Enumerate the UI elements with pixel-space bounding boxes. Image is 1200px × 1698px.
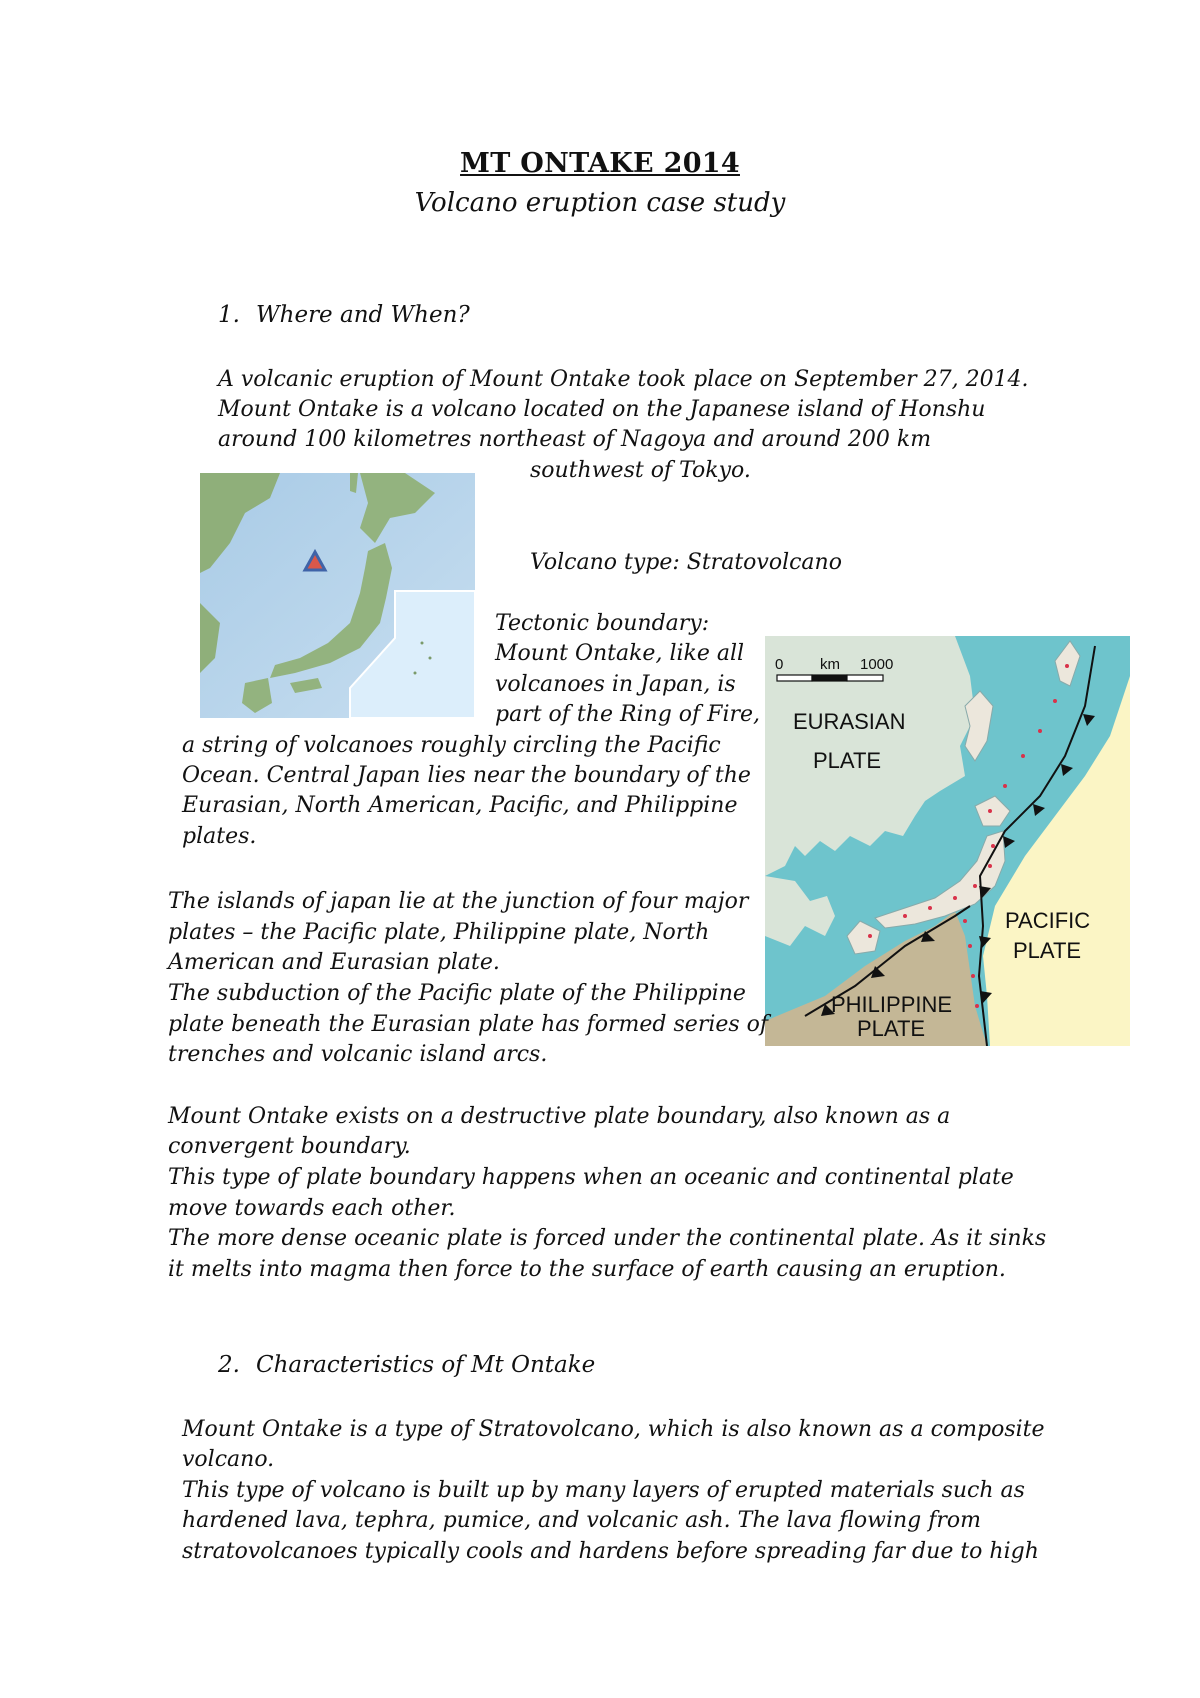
boundary-line: The more dense oceanic plate is forced under the continental plate. As it sinks [168, 1226, 1047, 1251]
section-1-heading-text: Where and When? [256, 302, 470, 328]
tectonic-line: a string of volcanoes roughly circling the Pacific [182, 733, 721, 758]
scale-unit-label: km [820, 656, 840, 673]
characteristics-line: stratovolcanoes typically cools and hardens before spreading far due to high [182, 1539, 1039, 1564]
boundary-line: move towards each other. [168, 1196, 456, 1221]
boundary-line: it melts into magma then force to the surface of earth causing an eruption. [168, 1257, 1006, 1282]
scale-end-label: 1000 [860, 656, 894, 673]
philippine-label-1: PHILIPPINE [831, 992, 953, 1017]
intro-line: around 100 kilometres northeast of Nagoya and around 200 km [218, 427, 932, 452]
tectonic-line: Mount Ontake, like all [495, 641, 745, 666]
tectonic-line: Ocean. Central Japan lies near the boundary of the [182, 763, 751, 788]
tectonic-line: plates. [182, 824, 257, 849]
section-2-heading-text: Characteristics of Mt Ontake [256, 1352, 596, 1378]
plate-boundary-map [765, 636, 1130, 1046]
intro-line: A volcanic eruption of Mount Ontake took place on September 27, 2014. [218, 367, 1029, 392]
intro-line: southwest of Tokyo. [530, 458, 751, 483]
japan-location-map [200, 473, 475, 718]
tectonic-line: Tectonic boundary: [495, 611, 710, 636]
scale-start-label: 0 [775, 656, 784, 673]
tectonic-line: part of the Ring of Fire, [495, 702, 761, 727]
pacific-label-2: PLATE [1013, 938, 1082, 963]
characteristics-line: This type of volcano is built up by many layers of erupted materials such as [182, 1478, 1025, 1503]
intro-line: Mount Ontake is a volcano located on the Japanese island of Honshu [218, 397, 986, 422]
section-1-number: 1. [218, 302, 240, 328]
junction-line: plates – the Pacific plate, Philippine plate, North [168, 920, 710, 945]
section-2-number: 2. [218, 1352, 240, 1378]
document-subtitle: Volcano eruption case study [414, 188, 786, 218]
tectonic-line: volcanoes in Japan, is [495, 672, 736, 697]
volcano-type: Volcano type: Stratovolcano [530, 550, 842, 575]
boundary-line: convergent boundary. [168, 1134, 411, 1159]
junction-line: The subduction of the Pacific plate of the Philippine [168, 981, 746, 1006]
characteristics-line: hardened lava, tephra, pumice, and volcanic ash. The lava flowing from [182, 1508, 981, 1533]
junction-line: American and Eurasian plate. [168, 950, 500, 975]
junction-line: The islands of japan lie at the junction of four major [168, 889, 749, 914]
philippine-label-2: PLATE [857, 1016, 926, 1041]
tectonic-line: Eurasian, North American, Pacific, and Philippine [182, 793, 738, 818]
junction-line: plate beneath the Eurasian plate has formed series of [168, 1012, 769, 1037]
section-1-heading [218, 302, 470, 328]
pacific-label-1: PACIFIC [1005, 908, 1091, 933]
eurasian-label-1: EURASIAN [793, 709, 906, 734]
characteristics-line: Mount Ontake is a type of Stratovolcano, which is also known as a composite [182, 1417, 1045, 1442]
scale-bar [777, 675, 883, 681]
junction-line: trenches and volcanic island arcs. [168, 1042, 548, 1067]
eurasian-label-2: PLATE [813, 748, 882, 773]
characteristics-line: volcano. [182, 1447, 275, 1472]
boundary-line: Mount Ontake exists on a destructive plate boundary, also known as a [168, 1104, 951, 1129]
document-title: MT ONTAKE 2014 [460, 148, 740, 179]
boundary-line: This type of plate boundary happens when an oceanic and continental plate [168, 1165, 1014, 1190]
section-2-heading [218, 1352, 595, 1378]
